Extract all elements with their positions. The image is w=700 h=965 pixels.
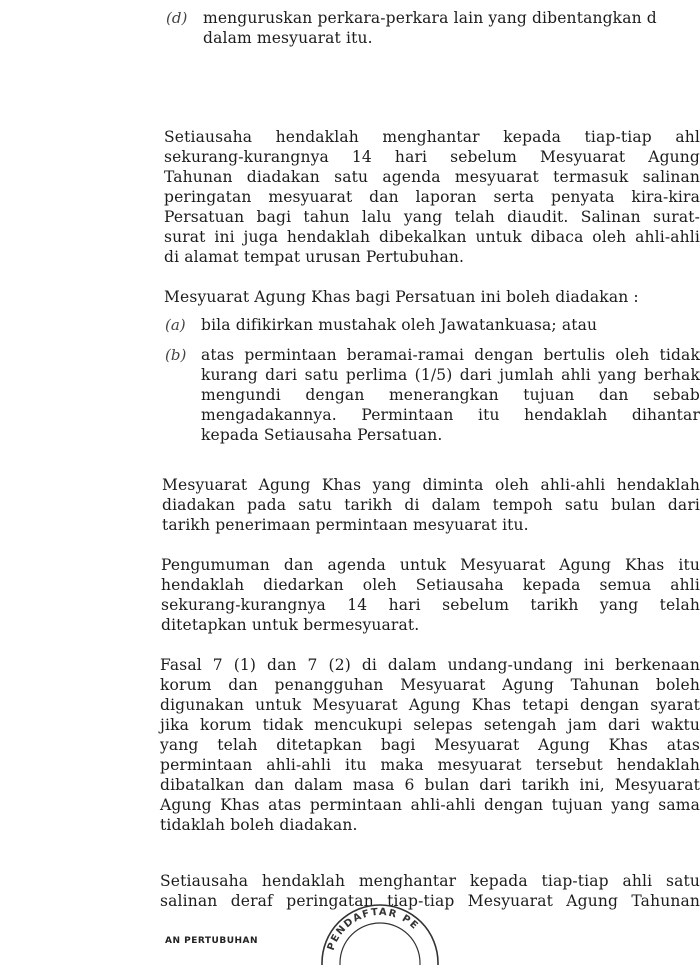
text-line: mengadakannya. Permintaan itu hendaklah dihantar xyxy=(201,406,700,424)
text-line: di alamat tempat urusan Pertubuhan. xyxy=(164,248,465,266)
text-line: surat ini juga hendaklah dibekalkan untuk dibaca oleh ahli-ahli xyxy=(164,228,700,246)
text-line: Tahunan diadakan satu agenda mesyuarat termasuk salinan xyxy=(164,168,700,186)
text-line: kepada Setiausaha Persatuan. xyxy=(201,426,443,444)
list-marker-a: (a) xyxy=(165,316,186,334)
text-line: kurang dari satu perlima (1/5) dari jumlah ahli yang berhak xyxy=(201,366,700,384)
item-d-line-1: menguruskan perkara-perkara lain yang dibentangkan d xyxy=(203,9,657,27)
text-line: atas permintaan beramai-ramai dengan bertulis oleh tidak xyxy=(201,346,700,364)
list-marker-d: (d) xyxy=(166,9,188,27)
svg-text:PENDAFTAR PE xyxy=(326,907,421,952)
text-line: permintaan ahli-ahli itu maka mesyuarat tersebut hendaklah xyxy=(160,756,700,774)
text-line: Setiausaha hendaklah menghantar kepada tiap-tiap ahli satu xyxy=(160,872,700,890)
seal-text: PENDAFTAR PE xyxy=(325,906,421,953)
registrar-seal-stamp xyxy=(310,895,450,965)
text-line: Setiausaha hendaklah menghantar kepada tiap-tiap ahl xyxy=(164,128,700,146)
text-line: tarikh penerimaan permintaan mesyuarat itu. xyxy=(162,516,529,534)
text-line: tidaklah boleh diadakan. xyxy=(160,816,358,834)
list-marker-b: (b) xyxy=(165,346,187,364)
text-line: digunakan untuk Mesyuarat Agung Khas tetapi dengan syarat xyxy=(160,696,700,714)
paragraph-special-meeting-intro: Mesyuarat Agung Khas bagi Persatuan ini boleh diadakan : xyxy=(164,288,639,306)
text-line: Pengumuman dan agenda untuk Mesyuarat Agung Khas itu xyxy=(161,556,700,574)
footer-label: AN PERTUBUHAN xyxy=(165,936,259,946)
text-line: jika korum tidak mencukupi selepas setengah jam dari waktu xyxy=(160,716,700,734)
text-line: korum dan penangguhan Mesyuarat Agung Tahunan boleh xyxy=(160,676,700,694)
text-line: Mesyuarat Agung Khas yang diminta oleh ahli-ahli hendaklah xyxy=(162,476,700,494)
text-line: dibatalkan dan dalam masa 6 bulan dari tarikh ini, Mesyuarat xyxy=(160,776,700,794)
text-line: Agung Khas atas permintaan ahli-ahli dengan tujuan yang sama xyxy=(160,796,700,814)
item-d-line-2: dalam mesyuarat itu. xyxy=(203,29,373,47)
text-line: yang telah ditetapkan bagi Mesyuarat Agung Khas atas xyxy=(160,736,700,754)
text-line: diadakan pada satu tarikh di dalam tempoh satu bulan dari xyxy=(162,496,700,514)
text-line: Persatuan bagi tahun lalu yang telah diaudit. Salinan surat- xyxy=(164,208,700,226)
item-a-text: bila difikirkan mustahak oleh Jawatankuasa; atau xyxy=(201,316,598,334)
text-line: ditetapkan untuk bermesyuarat. xyxy=(161,616,420,634)
text-line: salinan deraf peringatan tiap-tiap Mesyuarat Agung Tahunan xyxy=(160,892,700,910)
text-line: Fasal 7 (1) dan 7 (2) di dalam undang-undang ini berkenaan xyxy=(160,656,700,674)
text-line: hendaklah diedarkan oleh Setiausaha kepada semua ahli xyxy=(161,576,700,594)
text-line: mengundi dengan menerangkan tujuan dan sebab xyxy=(201,386,700,404)
text-line: sekurang-kurangnya 14 hari sebelum tarikh yang telah xyxy=(161,596,700,614)
text-line: sekurang-kurangnya 14 hari sebelum Mesyuarat Agung xyxy=(164,148,700,166)
text-line: peringatan mesyuarat dan laporan serta penyata kira-kira xyxy=(164,188,700,206)
